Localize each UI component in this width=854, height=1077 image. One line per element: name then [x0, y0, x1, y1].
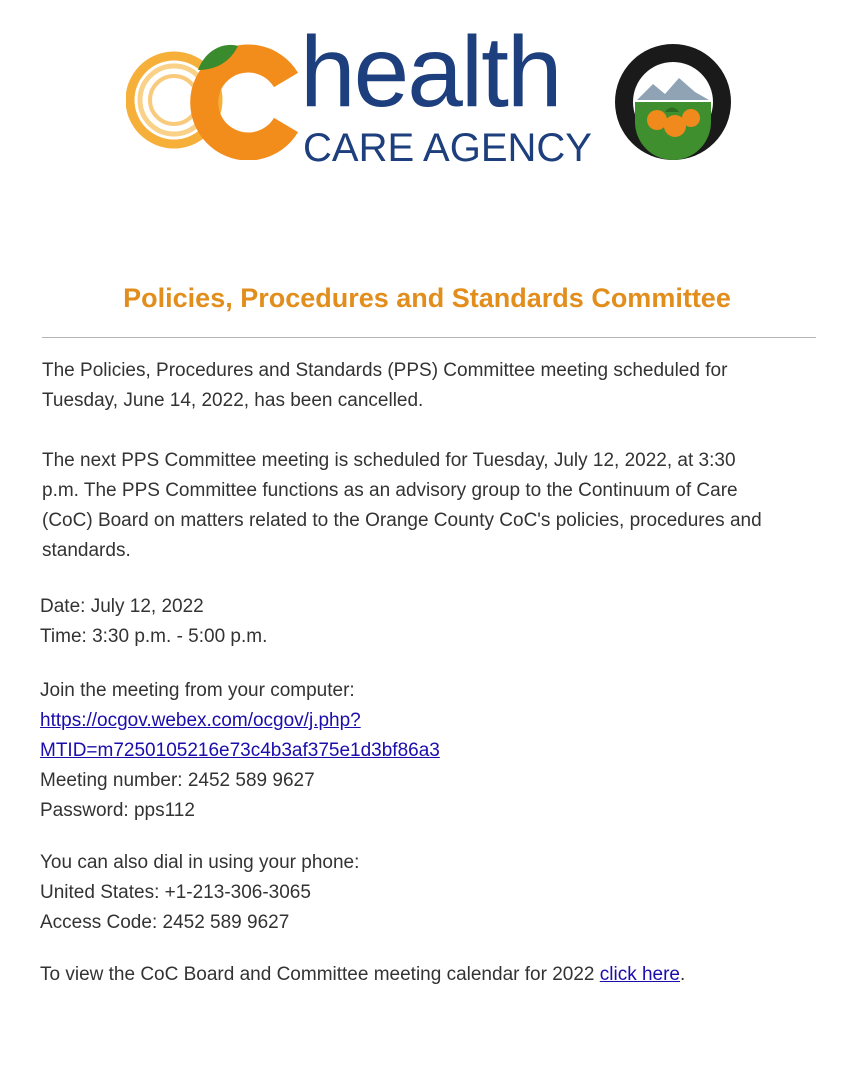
- text-line: (CoC) Board on matters related to the Orange County CoC's policies, procedures and: [42, 510, 762, 531]
- dial-heading: You can also dial in using your phone:: [40, 852, 360, 873]
- next-meeting-notice: [42, 446, 822, 566]
- logo-wordmark-health: health: [300, 16, 561, 128]
- calendar-suffix: .: [680, 964, 686, 985]
- access-code: Access Code: 2452 589 9627: [40, 912, 290, 933]
- webex-link-continued[interactable]: [40, 736, 820, 766]
- join-heading: Join the meeting from your computer:: [40, 680, 355, 701]
- calendar-text: [40, 960, 820, 990]
- calendar-link[interactable]: click here: [599, 964, 680, 985]
- meeting-date: Date: July 12, 2022: [40, 596, 204, 617]
- email-header: [0, 0, 854, 200]
- meeting-number: Meeting number: 2452 589 9627: [40, 770, 315, 791]
- meeting-schedule: [40, 592, 820, 652]
- text-line: The next PPS Committee meeting is scheduled for Tuesday, July 12, 2022, at 3:30: [42, 450, 736, 471]
- dial-in-info: [40, 848, 820, 938]
- join-info: [40, 676, 820, 826]
- oc-logo-icon: [126, 40, 306, 160]
- webex-link[interactable]: [40, 706, 820, 736]
- text-line: The Policies, Procedures and Standards (PPS) Committee meeting scheduled for: [42, 360, 728, 381]
- text-line: standards.: [42, 540, 131, 561]
- text-line: Tuesday, June 14, 2022, has been cancelled.: [42, 390, 424, 411]
- calendar-line: [40, 960, 820, 990]
- text-line: p.m. The PPS Committee functions as an advisory group to the Continuum of Care: [42, 480, 738, 501]
- calendar-prefix: To view the CoC Board and Committee meeting calendar for 2022: [40, 964, 600, 985]
- meeting-password: Password: pps112: [40, 800, 195, 821]
- county-seal-icon: [613, 42, 733, 162]
- page-title: Policies, Procedures and Standards Committee: [123, 283, 731, 313]
- divider: [42, 337, 816, 338]
- meeting-time: Time: 3:30 p.m. - 5:00 p.m.: [40, 626, 268, 647]
- logo-wordmark-care-agency: CARE AGENCY: [303, 126, 592, 170]
- webex-link-line-1[interactable]: https://ocgov.webex.com/ocgov/j.php?: [40, 710, 361, 731]
- phone-number: United States: +1-213-306-3065: [40, 882, 311, 903]
- webex-link-line-2[interactable]: MTID=m7250105216e73c4b3af375e1d3bf86a3: [40, 740, 440, 761]
- cancellation-notice: [42, 356, 822, 416]
